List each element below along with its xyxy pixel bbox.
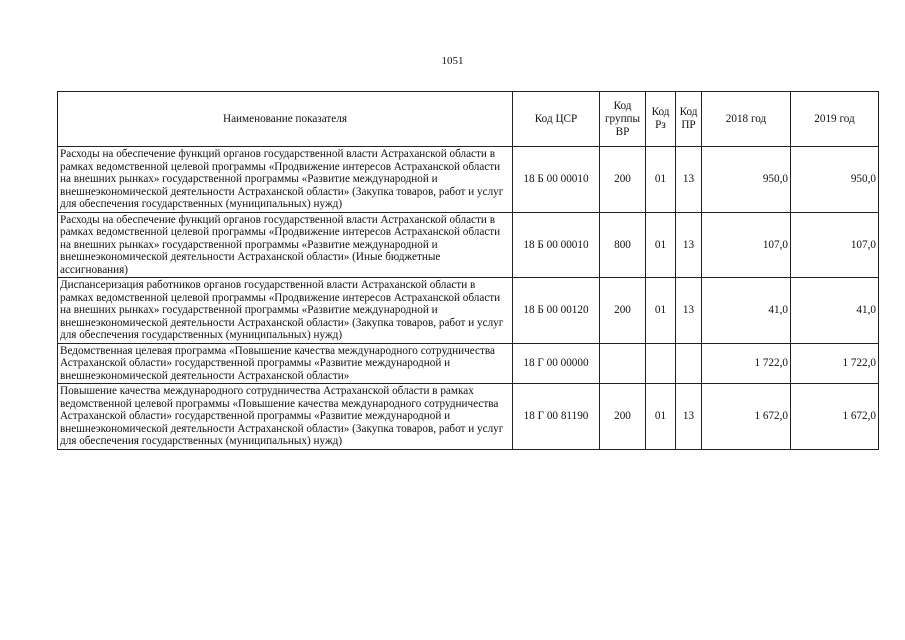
- header-vr: Код группы ВР: [600, 92, 646, 147]
- row-pr: [676, 343, 702, 384]
- header-2018: 2018 год: [702, 92, 791, 147]
- page-number: 1051: [441, 55, 464, 67]
- row-2018: 950,0: [702, 147, 791, 213]
- row-csr: 18 Б 00 00120: [513, 278, 600, 344]
- row-pr: 13: [676, 147, 702, 213]
- row-vr: [600, 343, 646, 384]
- row-2018: 1 722,0: [702, 343, 791, 384]
- row-name: Ведомственная целевая программа «Повышение качества международного сотрудничества Астраханской области» государственной программы «Развитие международной и внешнеэкономической деятельности Астраханской области»: [58, 343, 513, 384]
- row-rz: [646, 343, 676, 384]
- table-row: [58, 278, 879, 344]
- budget-table: [57, 91, 879, 450]
- row-2019: 1 722,0: [791, 343, 879, 384]
- row-2019: 950,0: [791, 147, 879, 213]
- row-name: Расходы на обеспечение функций органов государственной власти Астраханской области в рамках ведомственной целевой программы «Продвижение интересов Астраханской области на внешних рынках» государственной программы «Развитие международной и внешнеэкономической деятельности Астраханской области» (Иные бюджетные ассигнования): [58, 212, 513, 278]
- header-2019: 2019 год: [791, 92, 879, 147]
- header-name: Наименование показателя: [58, 92, 513, 147]
- row-vr: 200: [600, 147, 646, 213]
- row-pr: 13: [676, 278, 702, 344]
- table-row: [58, 384, 879, 450]
- row-name: Повышение качества международного сотрудничества Астраханской области в рамках ведомственной целевой программы «Повышение качества международного сотрудничества Астраханской области» государственной программы «Развитие международной и внешнеэкономической деятельности Астраханской области» (Закупка товаров, работ и услуг для обеспечения государственных (муниципальных) нужд): [58, 384, 513, 450]
- row-vr: 800: [600, 212, 646, 278]
- header-pr: Код ПР: [676, 92, 702, 147]
- table-header-row: [58, 92, 879, 147]
- row-csr: 18 Б 00 00010: [513, 147, 600, 213]
- row-rz: 01: [646, 212, 676, 278]
- table-row: [58, 147, 879, 213]
- row-name: Диспансеризация работников органов государственной власти Астраханской области в рамках ведомственной целевой программы «Продвижение интересов Астраханской области на внешних рынках» государственной программы «Развитие международной и внешнеэкономической деятельности Астраханской области» (Закупка товаров, работ и услуг для обеспечения государственных (муниципальных) нужд): [58, 278, 513, 344]
- row-2019: 107,0: [791, 212, 879, 278]
- row-vr: 200: [600, 384, 646, 450]
- row-csr: 18 Г 00 00000: [513, 343, 600, 384]
- row-pr: 13: [676, 384, 702, 450]
- row-vr: 200: [600, 278, 646, 344]
- row-2019: 1 672,0: [791, 384, 879, 450]
- row-name: Расходы на обеспечение функций органов государственной власти Астраханской области в рамках ведомственной целевой программы «Продвижение интересов Астраханской области на внешних рынках» государственной программы «Развитие международной и внешнеэкономической деятельности Астраханской области» (Закупка товаров, работ и услуг для обеспечения государственных (муниципальных) нужд): [58, 147, 513, 213]
- row-rz: 01: [646, 278, 676, 344]
- row-2018: 1 672,0: [702, 384, 791, 450]
- row-rz: 01: [646, 384, 676, 450]
- table-row: [58, 212, 879, 278]
- row-pr: 13: [676, 212, 702, 278]
- table-row: [58, 343, 879, 384]
- header-rz: Код Рз: [646, 92, 676, 147]
- row-csr: 18 Г 00 81190: [513, 384, 600, 450]
- row-csr: 18 Б 00 00010: [513, 212, 600, 278]
- row-2018: 107,0: [702, 212, 791, 278]
- row-2018: 41,0: [702, 278, 791, 344]
- row-2019: 41,0: [791, 278, 879, 344]
- header-csr: Код ЦСР: [513, 92, 600, 147]
- row-rz: 01: [646, 147, 676, 213]
